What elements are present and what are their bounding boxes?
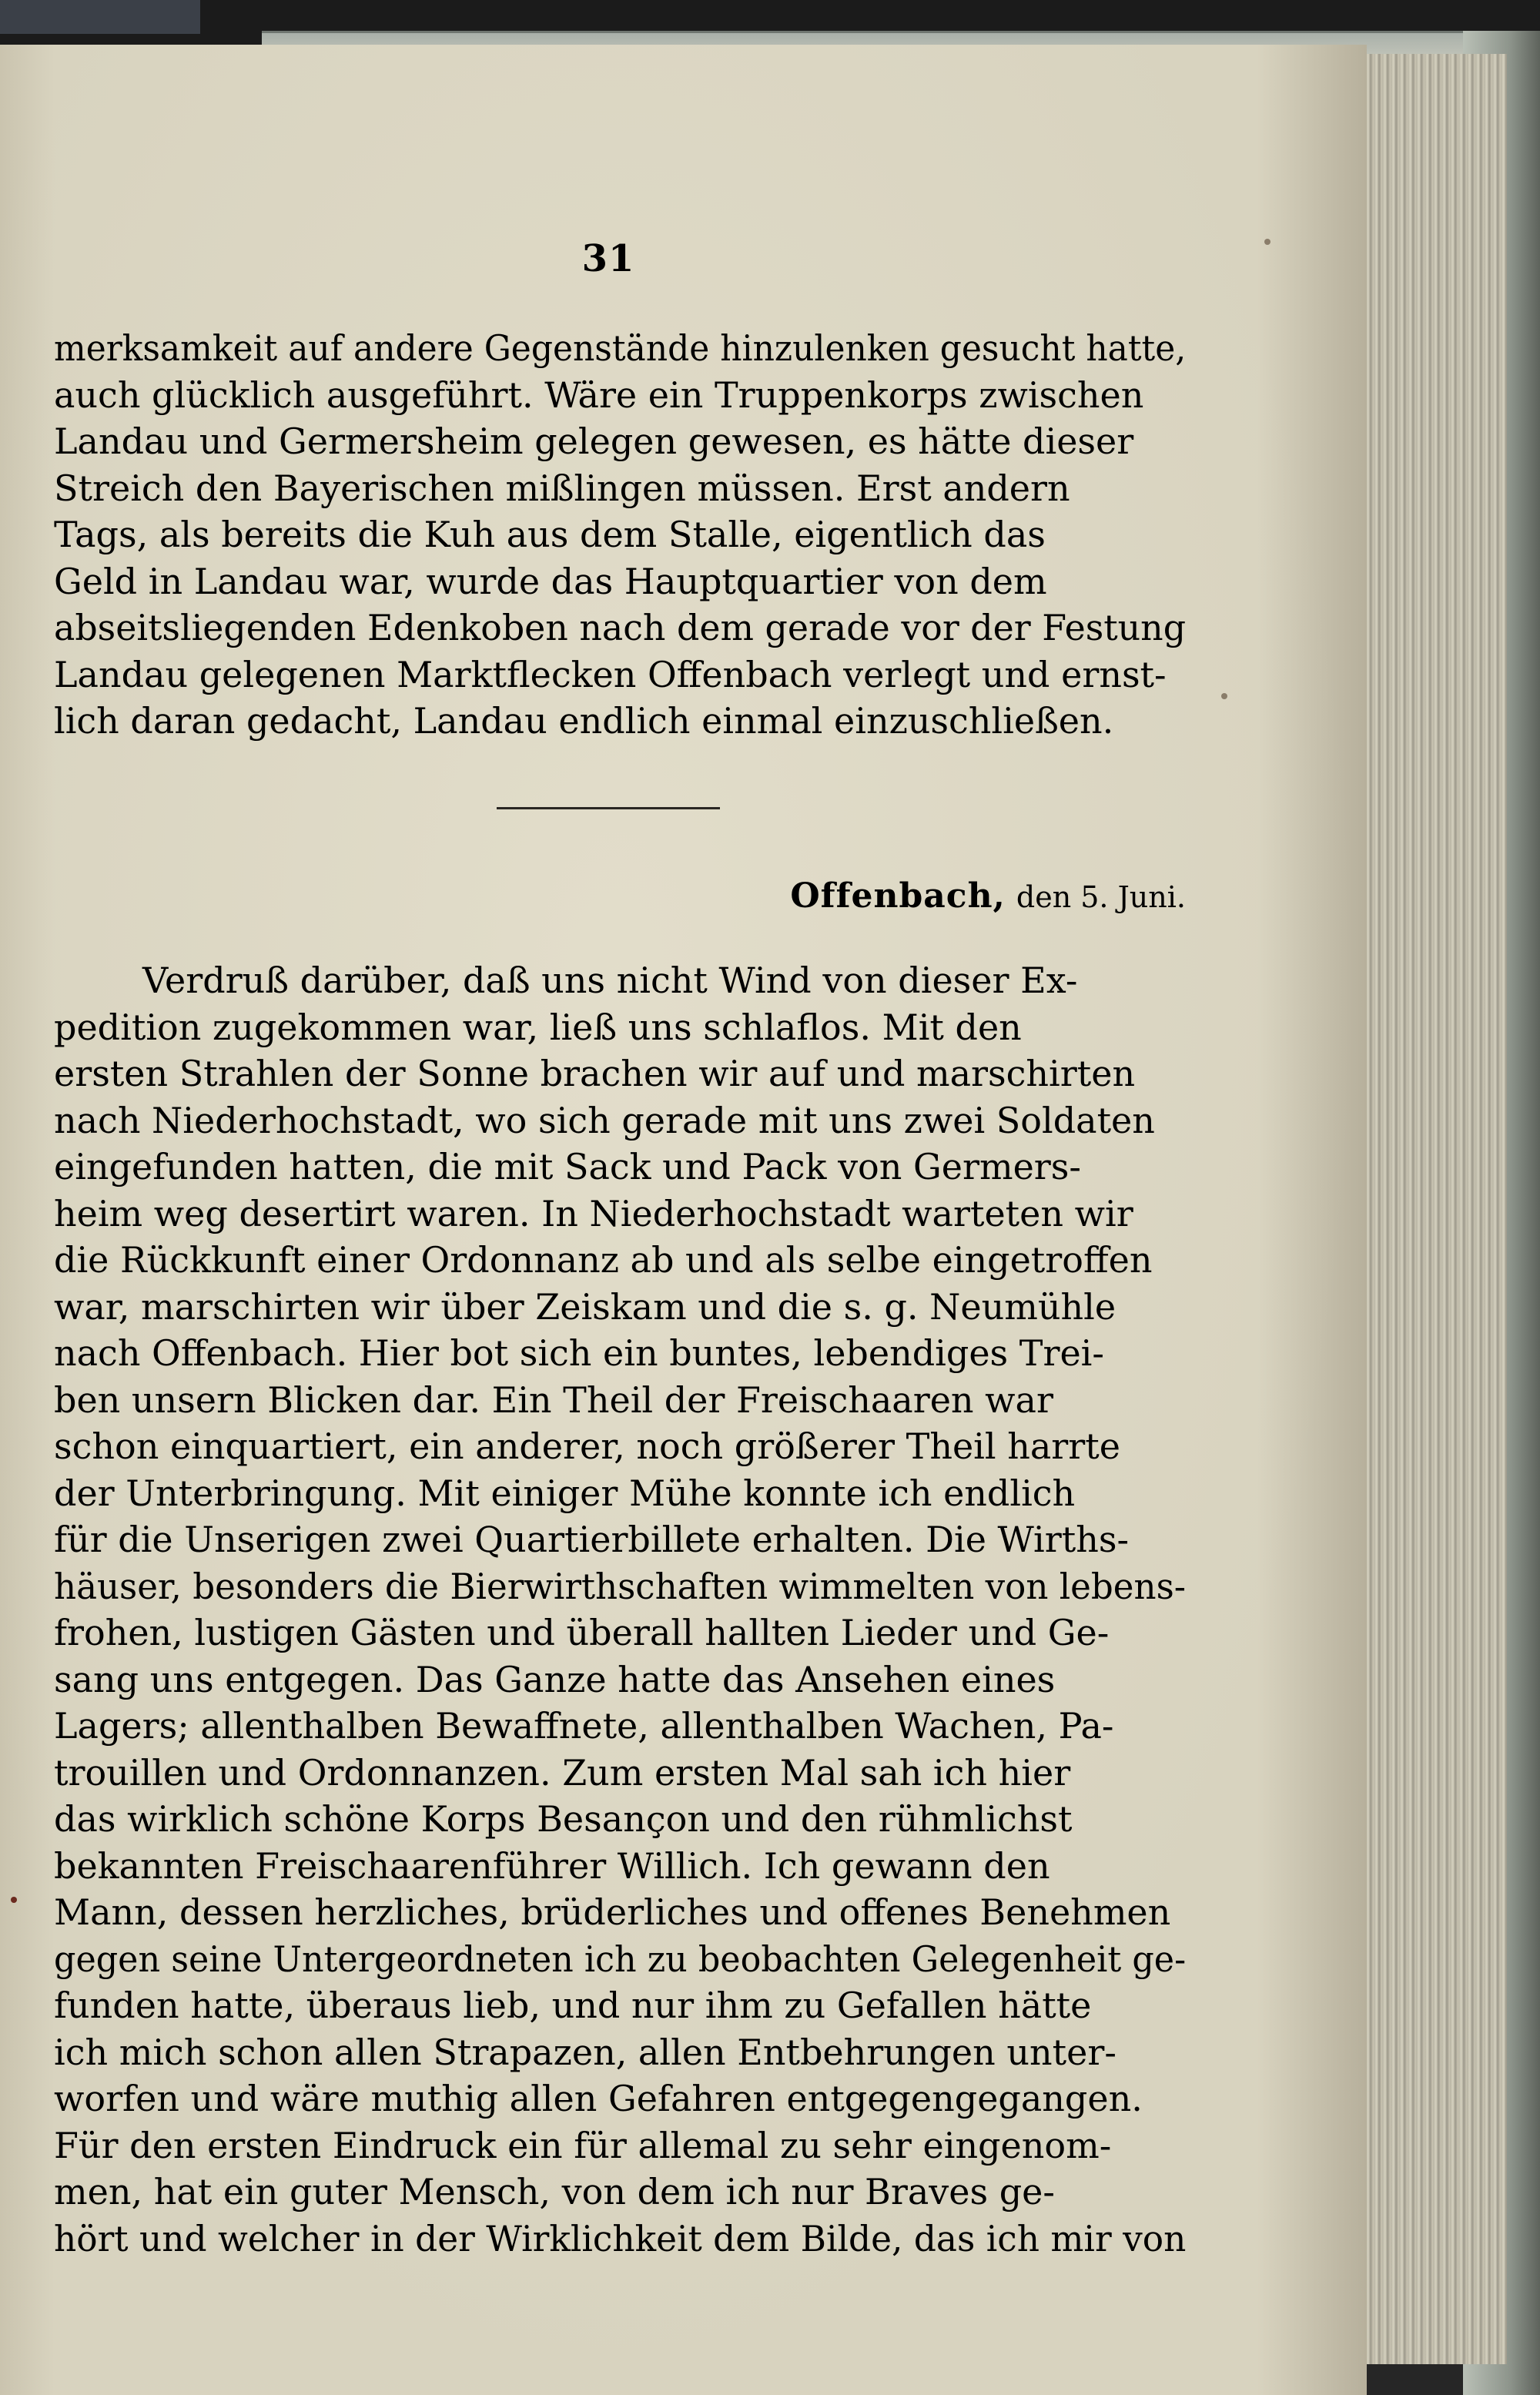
text-line: Verdruß darüber, daß uns nicht Wind von dieser Ex- <box>142 960 1078 1001</box>
text-line: nach Niederhochstadt, wo sich gerade mit uns zwei Soldaten <box>54 1099 1155 1141</box>
text-line: der Unterbringung. Mit einiger Mühe konnte ich endlich <box>54 1472 1076 1514</box>
text-line: eingefunden hatten, die mit Sack und Pack von Germers- <box>54 1146 1081 1187</box>
text-line: gegen seine Untergeordneten ich zu beobachten Gelegenheit ge- <box>54 1938 1187 1980</box>
ink-spot <box>11 1897 17 1903</box>
paragraph-2 <box>54 957 1186 2262</box>
text-line: das wirklich schöne Korps Besançon und den rühmlichst <box>54 1798 1073 1840</box>
paper-speck <box>1264 239 1270 245</box>
paragraph-1 <box>54 325 1186 745</box>
page-number: 31 <box>581 237 635 280</box>
section-divider <box>497 807 720 809</box>
text-line: pedition zugekommen war, ließ uns schlaflos. Mit den <box>54 1006 1022 1048</box>
text-line: heim weg desertirt waren. In Niederhochstadt warteten wir <box>54 1192 1133 1234</box>
text-line: worfen und wäre muthig allen Gefahren entgegengegangen. <box>54 2078 1143 2119</box>
text-line: lich daran gedacht, Landau endlich einmal einzuschließen. <box>54 700 1114 742</box>
text-line: Für den ersten Eindruck ein für allemal zu sehr eingenom- <box>54 2124 1112 2166</box>
text-line: Streich den Bayerischen mißlingen müssen. Erst andern <box>54 467 1070 509</box>
text-line: ersten Strahlen der Sonne brachen wir auf und marschirten <box>54 1053 1136 1094</box>
scanner-edge <box>0 0 200 34</box>
text-line: abseitsliegenden Edenkoben nach dem gerade vor der Festung <box>54 607 1187 648</box>
text-line: sang uns entgegen. Das Ganze hatte das Ansehen eines <box>54 1658 1056 1700</box>
text-line: schon einquartiert, ein anderer, noch größerer Theil harrte <box>54 1425 1120 1467</box>
text-line: war, marschirten wir über Zeiskam und die s. g. Neumühle <box>54 1285 1116 1328</box>
text-line: Landau gelegenen Marktflecken Offenbach verlegt und ernst- <box>54 653 1167 695</box>
book-page <box>0 45 1367 2395</box>
text-line: ich mich schon allen Strapazen, allen Entbehrungen unter- <box>54 2031 1116 2073</box>
text-line: auch glücklich ausgeführt. Wäre ein Truppenkorps zwischen <box>54 373 1144 416</box>
text-line: merksamkeit auf andere Gegenstände hinzulenken gesucht hatte, <box>54 327 1187 369</box>
text-line: funden hatte, überaus lieb, und nur ihm zu Gefallen hätte <box>54 1985 1092 2026</box>
text-line: hört und welcher in der Wirklichkeit dem Bilde, das ich mir von <box>54 2217 1187 2259</box>
text-line: Lagers; allenthalben Bewaffnete, allenthalben Wachen, Pa- <box>54 1705 1114 1747</box>
text-line: Mann, dessen herzliches, brüderliches und offenes Benehmen <box>54 1891 1171 1933</box>
text-line: die Rückkunft einer Ordonnanz ab und als selbe eingetroffen <box>54 1239 1153 1281</box>
text-line: Landau und Germersheim gelegen gewesen, es hätte dieser <box>54 420 1134 462</box>
text-line: trouillen und Ordonnanzen. Zum ersten Mal sah ich hier <box>54 1751 1071 1794</box>
text-line: häuser, besonders die Bierwirthschaften wimmelten von lebens- <box>54 1565 1187 1607</box>
text-line: bekannten Freischaarenführer Willich. Ich gewann den <box>54 1844 1050 1887</box>
text-line: men, hat ein guter Mensch, von dem ich nur Braves ge- <box>54 2171 1055 2212</box>
text-line: ben unsern Blicken dar. Ein Theil der Freischaaren war <box>54 1378 1053 1421</box>
text-line: frohen, lustigen Gästen und überall hallten Lieder und Ge- <box>54 1612 1110 1653</box>
paper-speck <box>1221 693 1227 699</box>
page-fore-edge <box>1355 54 1507 2364</box>
text-line: für die Unserigen zwei Quartierbillete erhalten. Die Wirths- <box>54 1519 1129 1560</box>
text-line: Geld in Landau war, wurde das Hauptquartier von dem <box>54 560 1047 602</box>
dateline-place: Offenbach, <box>790 876 1006 916</box>
text-line: Tags, als bereits die Kuh aus dem Stalle, eigentlich das <box>54 514 1046 555</box>
text-line: nach Offenbach. Hier bot sich ein buntes, lebendiges Trei- <box>54 1332 1104 1374</box>
dateline <box>708 876 1186 916</box>
dateline-date: den 5. Juni. <box>1016 880 1186 914</box>
